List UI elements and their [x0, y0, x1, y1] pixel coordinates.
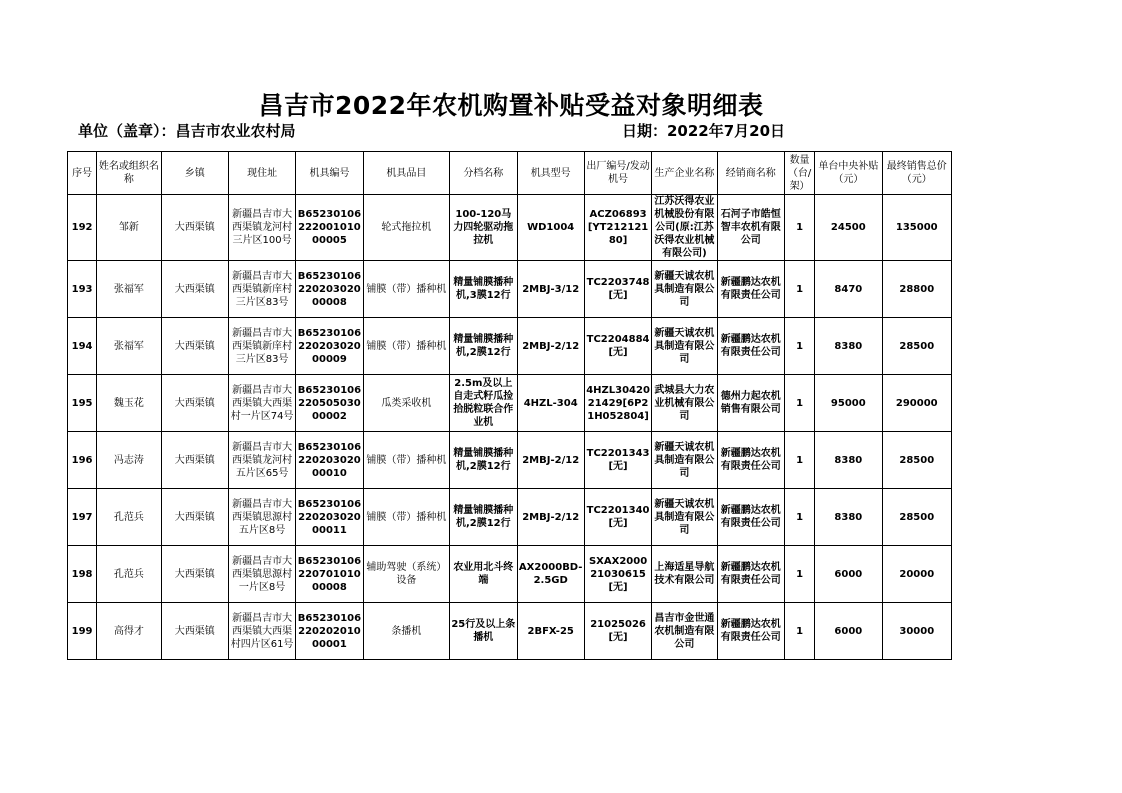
- dealer-cell: 新疆鹏达农机有限责任公司: [717, 603, 784, 660]
- quantity-cell: 1: [784, 432, 814, 489]
- manufacturer-cell: 上海适星导航技术有限公司: [652, 546, 717, 603]
- manufacturer-cell: 武城县大力农业机械有限公司: [652, 375, 717, 432]
- address-cell: 新疆昌吉市大西渠镇大西渠村四片区61号: [228, 603, 295, 660]
- name-cell: 孔范兵: [97, 546, 161, 603]
- machine-number-cell: B6523010622200101000005: [296, 195, 363, 261]
- serial-number-cell: SXAX200021030615[无]: [584, 546, 651, 603]
- dealer-cell: 新疆鹏达农机有限责任公司: [717, 432, 784, 489]
- quantity-cell: 1: [784, 375, 814, 432]
- machine-number-cell: B6523010622020302000008: [296, 261, 363, 318]
- township-cell: 大西渠镇: [161, 318, 228, 375]
- header-cell: 分档名称: [450, 152, 517, 195]
- name-cell: 高得才: [97, 603, 161, 660]
- final-price-cell: 135000: [882, 195, 951, 261]
- manufacturer-cell: 昌吉市金世通农机制造有限公司: [652, 603, 717, 660]
- final-price-cell: 28800: [882, 261, 951, 318]
- table-body: [68, 195, 952, 660]
- model-cell: 2MBJ-2/12: [517, 432, 584, 489]
- machine-number-cell: B6523010622020201000001: [296, 603, 363, 660]
- machine-number-cell: B6523010622050503000002: [296, 375, 363, 432]
- township-cell: 大西渠镇: [161, 195, 228, 261]
- header-cell: 数量（台/架）: [784, 152, 814, 195]
- final-price-cell: 28500: [882, 489, 951, 546]
- machine-item-cell: 瓜类采收机: [363, 375, 449, 432]
- table-row: [68, 261, 952, 318]
- central-subsidy-cell: 6000: [815, 546, 882, 603]
- category-name-cell: 25行及以上条播机: [450, 603, 517, 660]
- quantity-cell: 1: [784, 603, 814, 660]
- quantity-cell: 1: [784, 546, 814, 603]
- serial-number-cell: TC2201340[无]: [584, 489, 651, 546]
- header-cell: 机具品目: [363, 152, 449, 195]
- machine-number-cell: B6523010622070101000008: [296, 546, 363, 603]
- manufacturer-cell: 新疆天诚农机具制造有限公司: [652, 489, 717, 546]
- subsidy-table: [67, 151, 952, 660]
- serial-number-cell: TC2204884[无]: [584, 318, 651, 375]
- machine-number-cell: B6523010622020302000010: [296, 432, 363, 489]
- address-cell: 新疆昌吉市大西渠镇思源村一片区8号: [228, 546, 295, 603]
- central-subsidy-cell: 24500: [815, 195, 882, 261]
- date-label: 日期：2022年7月20日: [622, 122, 786, 140]
- header-row: [68, 152, 952, 195]
- central-subsidy-cell: 8380: [815, 318, 882, 375]
- township-cell: 大西渠镇: [161, 603, 228, 660]
- quantity-cell: 1: [784, 489, 814, 546]
- header-cell: 姓名或组织名称: [97, 152, 161, 195]
- machine-item-cell: 辅助驾驶（系统）设备: [363, 546, 449, 603]
- name-cell: 冯志涛: [97, 432, 161, 489]
- central-subsidy-cell: 8380: [815, 489, 882, 546]
- category-name-cell: 精量铺膜播种机,2膜12行: [450, 318, 517, 375]
- model-cell: WD1004: [517, 195, 584, 261]
- quantity-cell: 1: [784, 195, 814, 261]
- central-subsidy-cell: 95000: [815, 375, 882, 432]
- table-row: [68, 318, 952, 375]
- row-index-cell: 198: [68, 546, 97, 603]
- table-row: [68, 375, 952, 432]
- name-cell: 邹新: [97, 195, 161, 261]
- unit-label: 单位（盖章）：昌吉市农业农村局: [78, 122, 296, 140]
- header-cell: 机具型号: [517, 152, 584, 195]
- central-subsidy-cell: 6000: [815, 603, 882, 660]
- serial-number-cell: ACZ06893[YT21212180]: [584, 195, 651, 261]
- dealer-cell: 新疆鹏达农机有限责任公司: [717, 546, 784, 603]
- model-cell: AX2000BD-2.5GD: [517, 546, 584, 603]
- address-cell: 新疆昌吉市大西渠镇新庠村三片区83号: [228, 318, 295, 375]
- row-index-cell: 195: [68, 375, 97, 432]
- model-cell: 2MBJ-2/12: [517, 489, 584, 546]
- machine-number-cell: B6523010622020302000009: [296, 318, 363, 375]
- row-index-cell: 199: [68, 603, 97, 660]
- manufacturer-cell: 新疆天诚农机具制造有限公司: [652, 318, 717, 375]
- dealer-cell: 新疆鹏达农机有限责任公司: [717, 261, 784, 318]
- page-title: 昌吉市2022年农机购置补贴受益对象明细表: [258, 91, 764, 120]
- address-cell: 新疆昌吉市大西渠镇思源村五片区8号: [228, 489, 295, 546]
- machine-number-cell: B6523010622020302000011: [296, 489, 363, 546]
- final-price-cell: 28500: [882, 432, 951, 489]
- final-price-cell: 290000: [882, 375, 951, 432]
- category-name-cell: 精量铺膜播种机,2膜12行: [450, 489, 517, 546]
- header-cell: 出厂编号/发动机号: [584, 152, 651, 195]
- category-name-cell: 精量铺膜播种机,2膜12行: [450, 432, 517, 489]
- final-price-cell: 28500: [882, 318, 951, 375]
- central-subsidy-cell: 8470: [815, 261, 882, 318]
- row-index-cell: 197: [68, 489, 97, 546]
- table-row: [68, 546, 952, 603]
- header-cell: 生产企业名称: [652, 152, 717, 195]
- final-price-cell: 30000: [882, 603, 951, 660]
- manufacturer-cell: 新疆天诚农机具制造有限公司: [652, 261, 717, 318]
- model-cell: 2BFX-25: [517, 603, 584, 660]
- serial-number-cell: TC2203748[无]: [584, 261, 651, 318]
- dealer-cell: 德州力起农机销售有限公司: [717, 375, 784, 432]
- category-name-cell: 100-120马力四轮驱动拖拉机: [450, 195, 517, 261]
- header-cell: 序号: [68, 152, 97, 195]
- address-cell: 新疆昌吉市大西渠镇龙河村五片区65号: [228, 432, 295, 489]
- township-cell: 大西渠镇: [161, 432, 228, 489]
- dealer-cell: 新疆鹏达农机有限责任公司: [717, 489, 784, 546]
- row-index-cell: 194: [68, 318, 97, 375]
- machine-item-cell: 条播机: [363, 603, 449, 660]
- row-index-cell: 193: [68, 261, 97, 318]
- category-name-cell: 精量铺膜播种机,3膜12行: [450, 261, 517, 318]
- row-index-cell: 192: [68, 195, 97, 261]
- serial-number-cell: 21025026[无]: [584, 603, 651, 660]
- serial-number-cell: TC2201343[无]: [584, 432, 651, 489]
- machine-item-cell: 轮式拖拉机: [363, 195, 449, 261]
- machine-item-cell: 铺膜（带）播种机: [363, 489, 449, 546]
- header-cell: 经销商名称: [717, 152, 784, 195]
- row-index-cell: 196: [68, 432, 97, 489]
- name-cell: 孔范兵: [97, 489, 161, 546]
- dealer-cell: 新疆鹏达农机有限责任公司: [717, 318, 784, 375]
- machine-item-cell: 铺膜（带）播种机: [363, 261, 449, 318]
- machine-item-cell: 铺膜（带）播种机: [363, 432, 449, 489]
- table-row: [68, 432, 952, 489]
- header-cell: 单台中央补贴（元）: [815, 152, 882, 195]
- table-row: [68, 195, 952, 261]
- address-cell: 新疆昌吉市大西渠镇龙河村三片区100号: [228, 195, 295, 261]
- model-cell: 2MBJ-3/12: [517, 261, 584, 318]
- quantity-cell: 1: [784, 261, 814, 318]
- manufacturer-cell: 新疆天诚农机具制造有限公司: [652, 432, 717, 489]
- township-cell: 大西渠镇: [161, 261, 228, 318]
- machine-item-cell: 铺膜（带）播种机: [363, 318, 449, 375]
- central-subsidy-cell: 8380: [815, 432, 882, 489]
- category-name-cell: 2.5m及以上自走式籽瓜捡拾脱粒联合作业机: [450, 375, 517, 432]
- model-cell: 4HZL-304: [517, 375, 584, 432]
- header-cell: 机具编号: [296, 152, 363, 195]
- name-cell: 魏玉花: [97, 375, 161, 432]
- name-cell: 张福军: [97, 261, 161, 318]
- dealer-cell: 石河子市皓恒智丰农机有限公司: [717, 195, 784, 261]
- final-price-cell: 20000: [882, 546, 951, 603]
- model-cell: 2MBJ-2/12: [517, 318, 584, 375]
- table-row: [68, 603, 952, 660]
- name-cell: 张福军: [97, 318, 161, 375]
- township-cell: 大西渠镇: [161, 546, 228, 603]
- header-cell: 现住址: [228, 152, 295, 195]
- table-row: [68, 489, 952, 546]
- category-name-cell: 农业用北斗终端: [450, 546, 517, 603]
- serial-number-cell: 4HZL3042021429[6P21H052804]: [584, 375, 651, 432]
- header-cell: 最终销售总价（元）: [882, 152, 951, 195]
- manufacturer-cell: 江苏沃得农业机械股份有限公司(原:江苏沃得农业机械有限公司): [652, 195, 717, 261]
- address-cell: 新疆昌吉市大西渠镇新庠村三片区83号: [228, 261, 295, 318]
- address-cell: 新疆昌吉市大西渠镇大西渠村一片区74号: [228, 375, 295, 432]
- township-cell: 大西渠镇: [161, 489, 228, 546]
- quantity-cell: 1: [784, 318, 814, 375]
- township-cell: 大西渠镇: [161, 375, 228, 432]
- header-cell: 乡镇: [161, 152, 228, 195]
